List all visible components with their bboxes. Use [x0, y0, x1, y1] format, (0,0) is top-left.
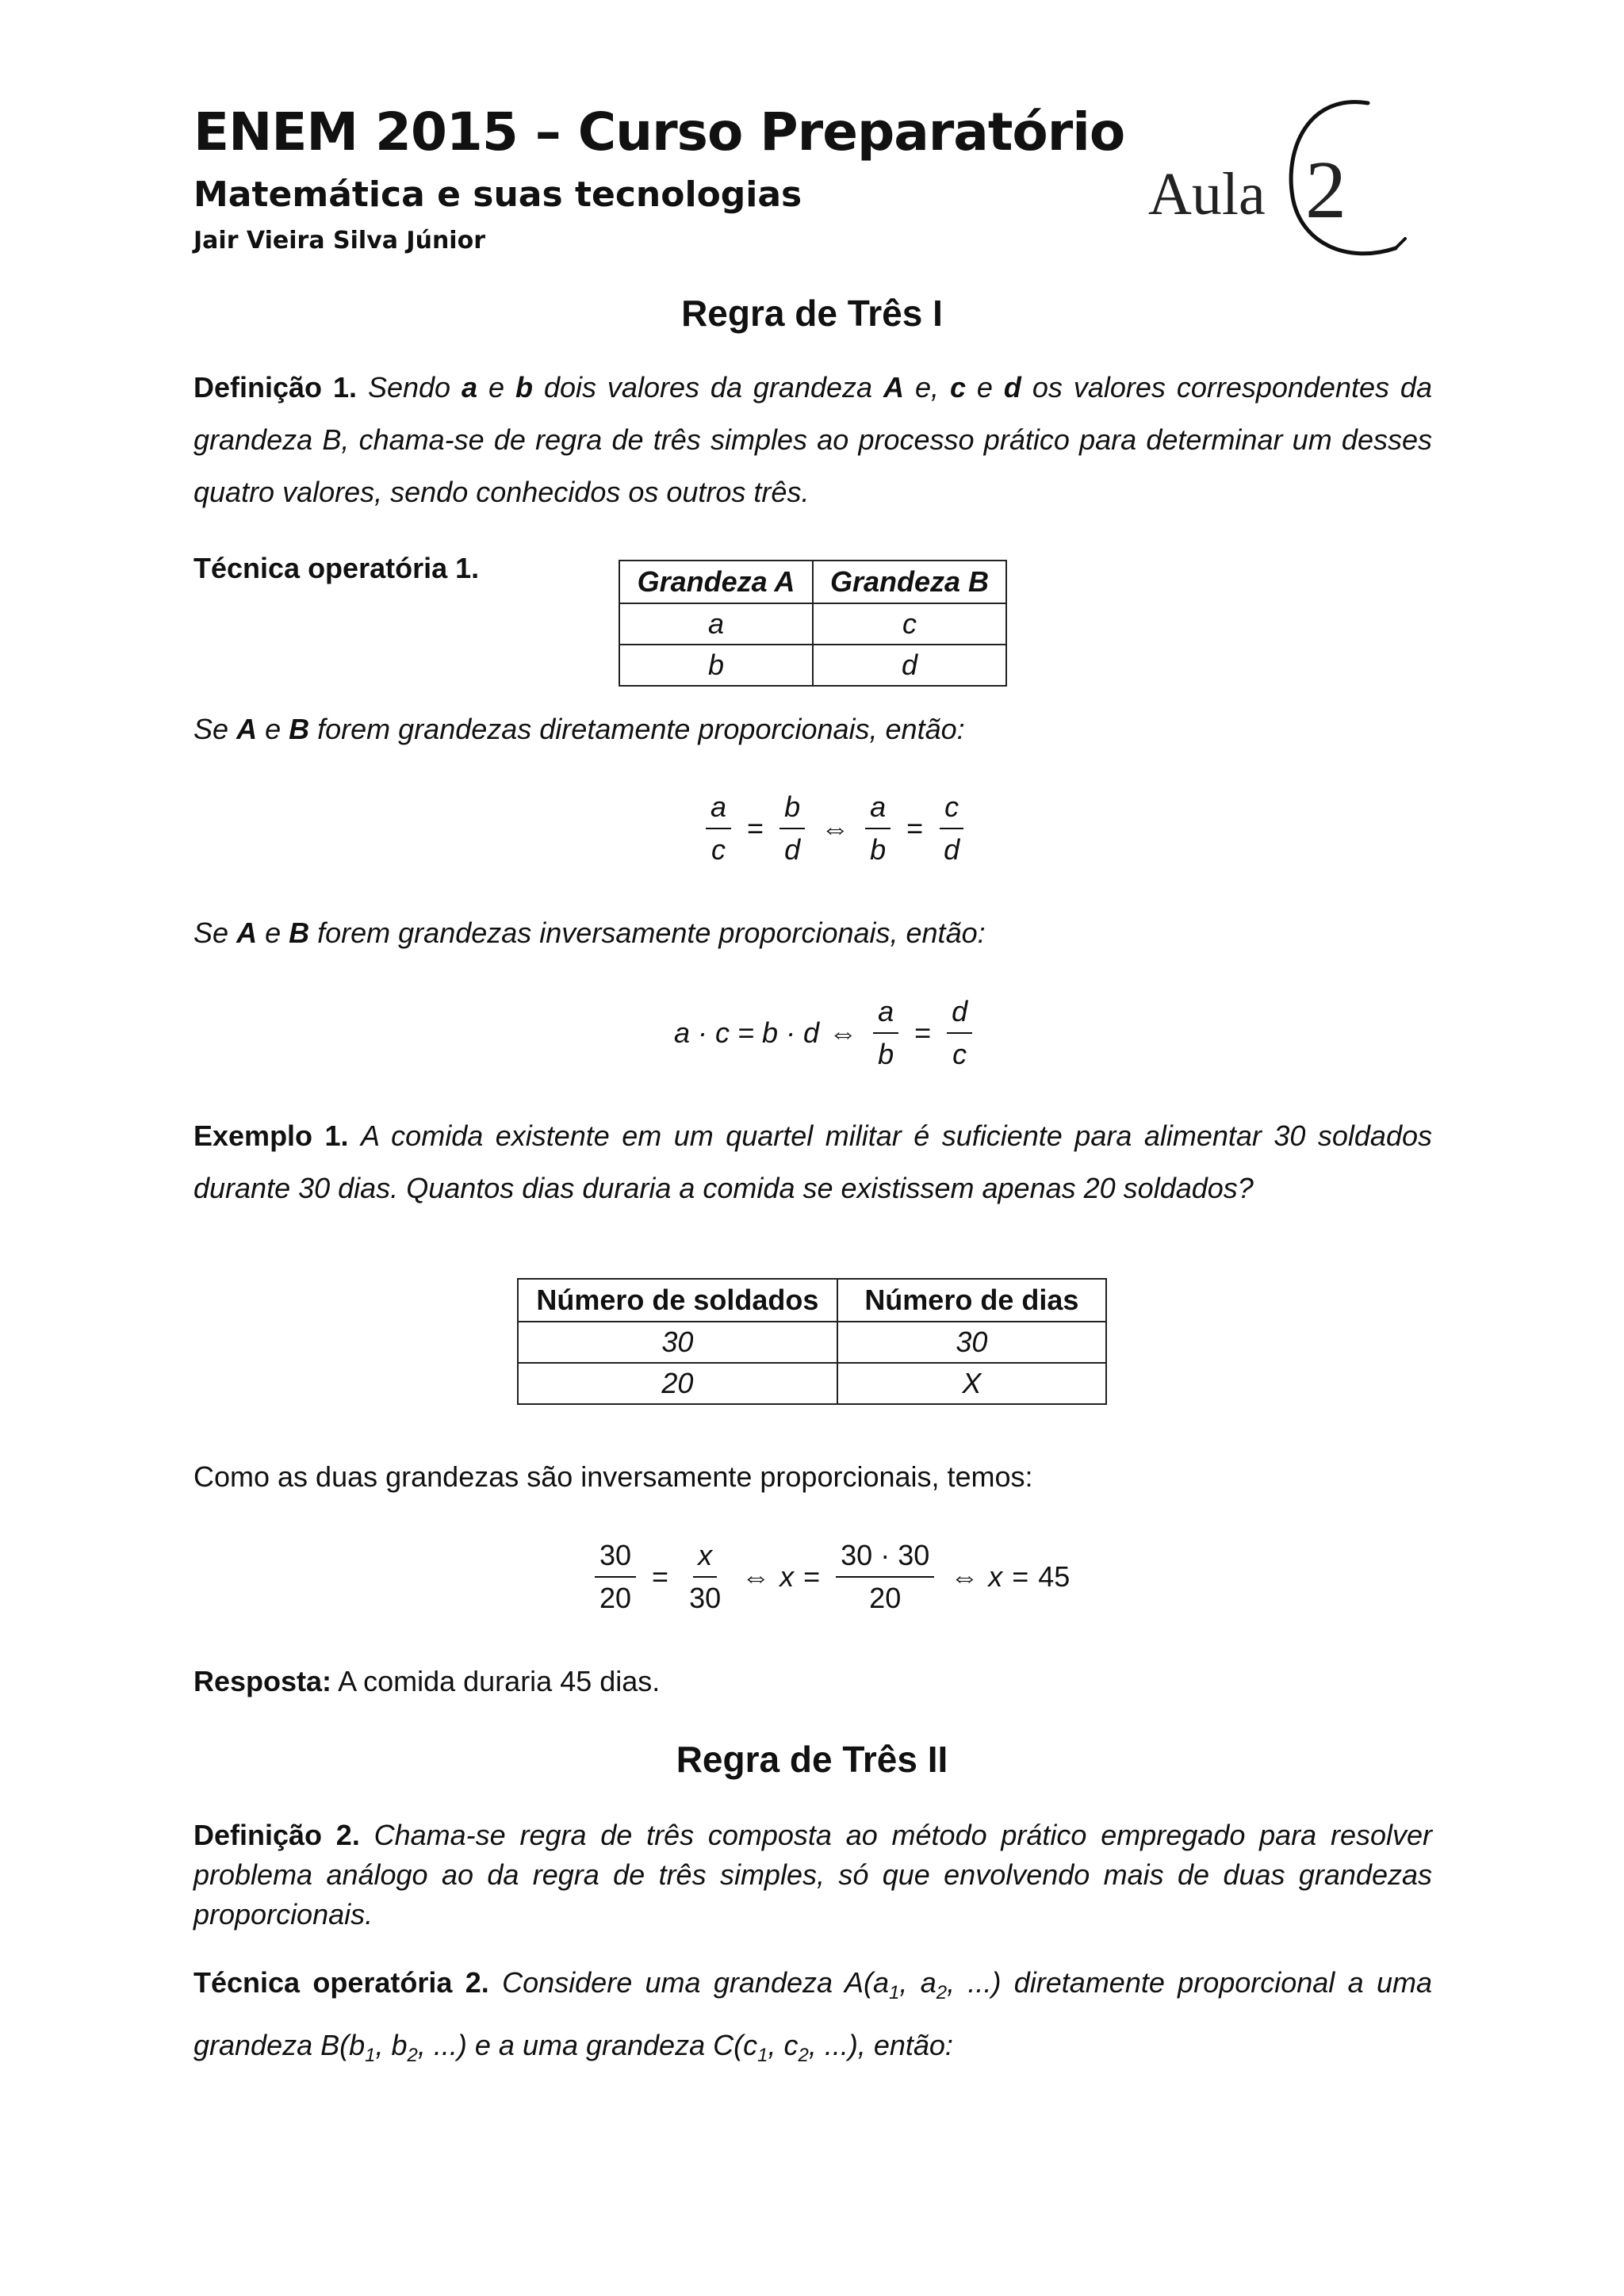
equation-direct-proportion: $\frac{a}{c}$ = $\frac{b}{d}$ ⇔ $\frac{a}{b}$ = $\frac{c}{d}$ [699, 790, 971, 867]
table-cell: X [837, 1363, 1106, 1404]
table-grandezas [619, 560, 1007, 687]
technique-2: Técnica operatória 2. Considere uma grandeza $A(a_1$, $a_2$, ...) diretamente proporcional a uma grandeza $B(b_1$, $b_2$, ...) e a uma grandeza $C(c_1$, $c_2$, ...), então: [193, 1966, 1433, 2067]
example-1-statement: Como as duas grandezas são inversamente proporcionais, temos: [193, 1460, 1033, 1493]
definition-2-label: Definição 2. [193, 1819, 360, 1851]
table-row [619, 603, 1006, 645]
table-cell: 30 [518, 1322, 837, 1363]
table-header: Grandeza A [619, 561, 813, 603]
table-header: Número de dias [837, 1279, 1106, 1322]
table-soldados-dias [517, 1278, 1107, 1405]
table-header: Grandeza B [813, 561, 1006, 603]
lesson-logo-word: Aula [1148, 161, 1266, 228]
table-cell: 20 [518, 1363, 837, 1404]
example-1: Exemplo 1. A comida existente em um quartel militar é suficiente para alimentar 30 soldados durante 30 dias. Quantos dias duraria a comida se existissem apenas 20 soldados? [193, 1119, 1432, 1204]
course-title: ENEM 2015 – Curso Preparatório [193, 101, 1125, 163]
inverse-proportion-statement: Se A e B forem grandezas inversamente proporcionais, então: [193, 916, 986, 949]
equation-example-1: $\frac{30}{20}$ = $\frac{x}{30}$ ⇔ x = $\frac{30 \cdot 30}{20}$ ⇔ x = 45 [588, 1538, 1070, 1616]
lesson-logo [1142, 94, 1443, 276]
technique-1-label: Técnica operatória 1. [193, 552, 480, 584]
table-row [518, 1363, 1106, 1404]
table-row [619, 645, 1006, 686]
section-title-regra-tres-2: Regra de Três II [676, 1739, 948, 1780]
definition-2: Definição 2. Chama-se regra de três composta ao método prático empregado para resolver problema análogo ao da regra de três simples, só que envolvendo mais de duas grandezas proporcionais. [193, 1819, 1432, 1931]
table-cell: d [813, 645, 1006, 686]
example-1-label: Exemplo 1. [193, 1119, 349, 1152]
equation-inverse-proportion: a · c = b · d ⇔ $\frac{a}{b}$ = $\frac{d}{c}$ [674, 994, 979, 1072]
subject-subtitle: Matemática e suas tecnologias [193, 174, 802, 215]
author-name: Jair Vieira Silva Júnior [193, 227, 485, 254]
technique-2-label: Técnica operatória 2. [193, 1966, 489, 1999]
answer-label: Resposta: [193, 1665, 332, 1697]
table-cell: c [813, 603, 1006, 645]
example-1-answer: Resposta: A comida duraria 45 dias. [193, 1665, 661, 1697]
definition-1: Definição 1. Sendo a e b dois valores da grandeza A e, c e d os valores correspondentes da grandeza B, chama-se de regra de três simples ao processo prático para determinar um desses quatro valores, sendo conhecidos os outros três. [193, 371, 1432, 508]
table-cell: b [619, 645, 813, 686]
direct-proportion-statement: Se A e B forem grandezas diretamente proporcionais, então: [193, 713, 965, 745]
section-title-regra-tres-1: Regra de Três I [681, 293, 943, 334]
lesson-logo-number: 2 [1305, 144, 1346, 235]
definition-1-label: Definição 1. [193, 371, 358, 404]
table-row [518, 1322, 1106, 1363]
table-cell: a [619, 603, 813, 645]
table-header: Número de soldados [518, 1279, 837, 1322]
table-cell: 30 [837, 1322, 1106, 1363]
